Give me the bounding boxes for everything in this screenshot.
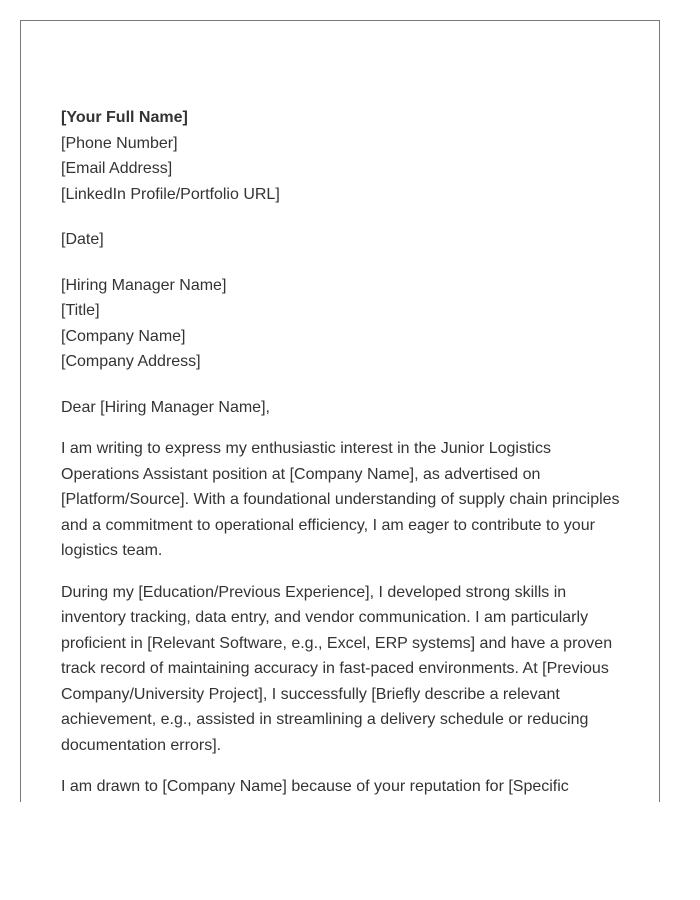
- sender-full-name: [Your Full Name]: [61, 109, 188, 126]
- document-page: [20, 20, 660, 802]
- letter-body: [61, 105, 626, 800]
- recipient-company: [Company Name]: [61, 327, 186, 345]
- paragraph-2: [61, 580, 626, 759]
- sender-phone: [Phone Number]: [61, 134, 178, 152]
- letter-date: [Date]: [61, 231, 104, 248]
- spacer: [61, 253, 626, 273]
- paragraph-line: Company/University Project], I successfully [Briefly describe a relevant: [61, 685, 560, 703]
- sender-email: [Email Address]: [61, 160, 173, 177]
- sender-linkedin: [LinkedIn Profile/Portfolio URL]: [61, 185, 280, 203]
- paragraph-line: I am writing to express my enthusiastic interest in the Junior Logistics: [61, 440, 551, 457]
- spacer: [61, 420, 626, 436]
- paragraph-line: achievement, e.g., assisted in streamlining a delivery schedule or reducing: [61, 711, 589, 728]
- paragraph-line: and a commitment to operational efficiency, I am eager to contribute to your: [61, 516, 595, 534]
- paragraph-1: [61, 436, 626, 564]
- recipient-address: [Company Address]: [61, 353, 201, 370]
- paragraph-line: documentation errors].: [61, 736, 222, 754]
- spacer: [61, 375, 626, 395]
- paragraph-line: logistics team.: [61, 542, 163, 559]
- paragraph-line: track record of maintaining accuracy in fast-paced environments. At [Previous: [61, 660, 609, 677]
- paragraph-line: Operations Assistant position at [Company Name], as advertised on: [61, 465, 541, 483]
- paragraph-line: proficient in [Relevant Software, e.g., Excel, ERP systems] and have a proven: [61, 634, 613, 652]
- spacer: [61, 564, 626, 580]
- spacer: [61, 207, 626, 227]
- paragraph-line: [Platform/Source]. With a foundational understanding of supply chain principles: [61, 491, 620, 508]
- paragraph-line: During my [Education/Previous Experience], I developed strong skills in: [61, 583, 567, 601]
- paragraph-line: I am drawn to [Company Name] because of your reputation for [Specific: [61, 778, 569, 795]
- recipient-title: [Title]: [61, 302, 100, 319]
- paragraph-line: inventory tracking, data entry, and vendor communication. I am particularly: [61, 609, 589, 626]
- paragraph-3: [61, 774, 626, 800]
- recipient-name: [Hiring Manager Name]: [61, 276, 227, 294]
- spacer: [61, 758, 626, 774]
- salutation: Dear [Hiring Manager Name],: [61, 398, 270, 416]
